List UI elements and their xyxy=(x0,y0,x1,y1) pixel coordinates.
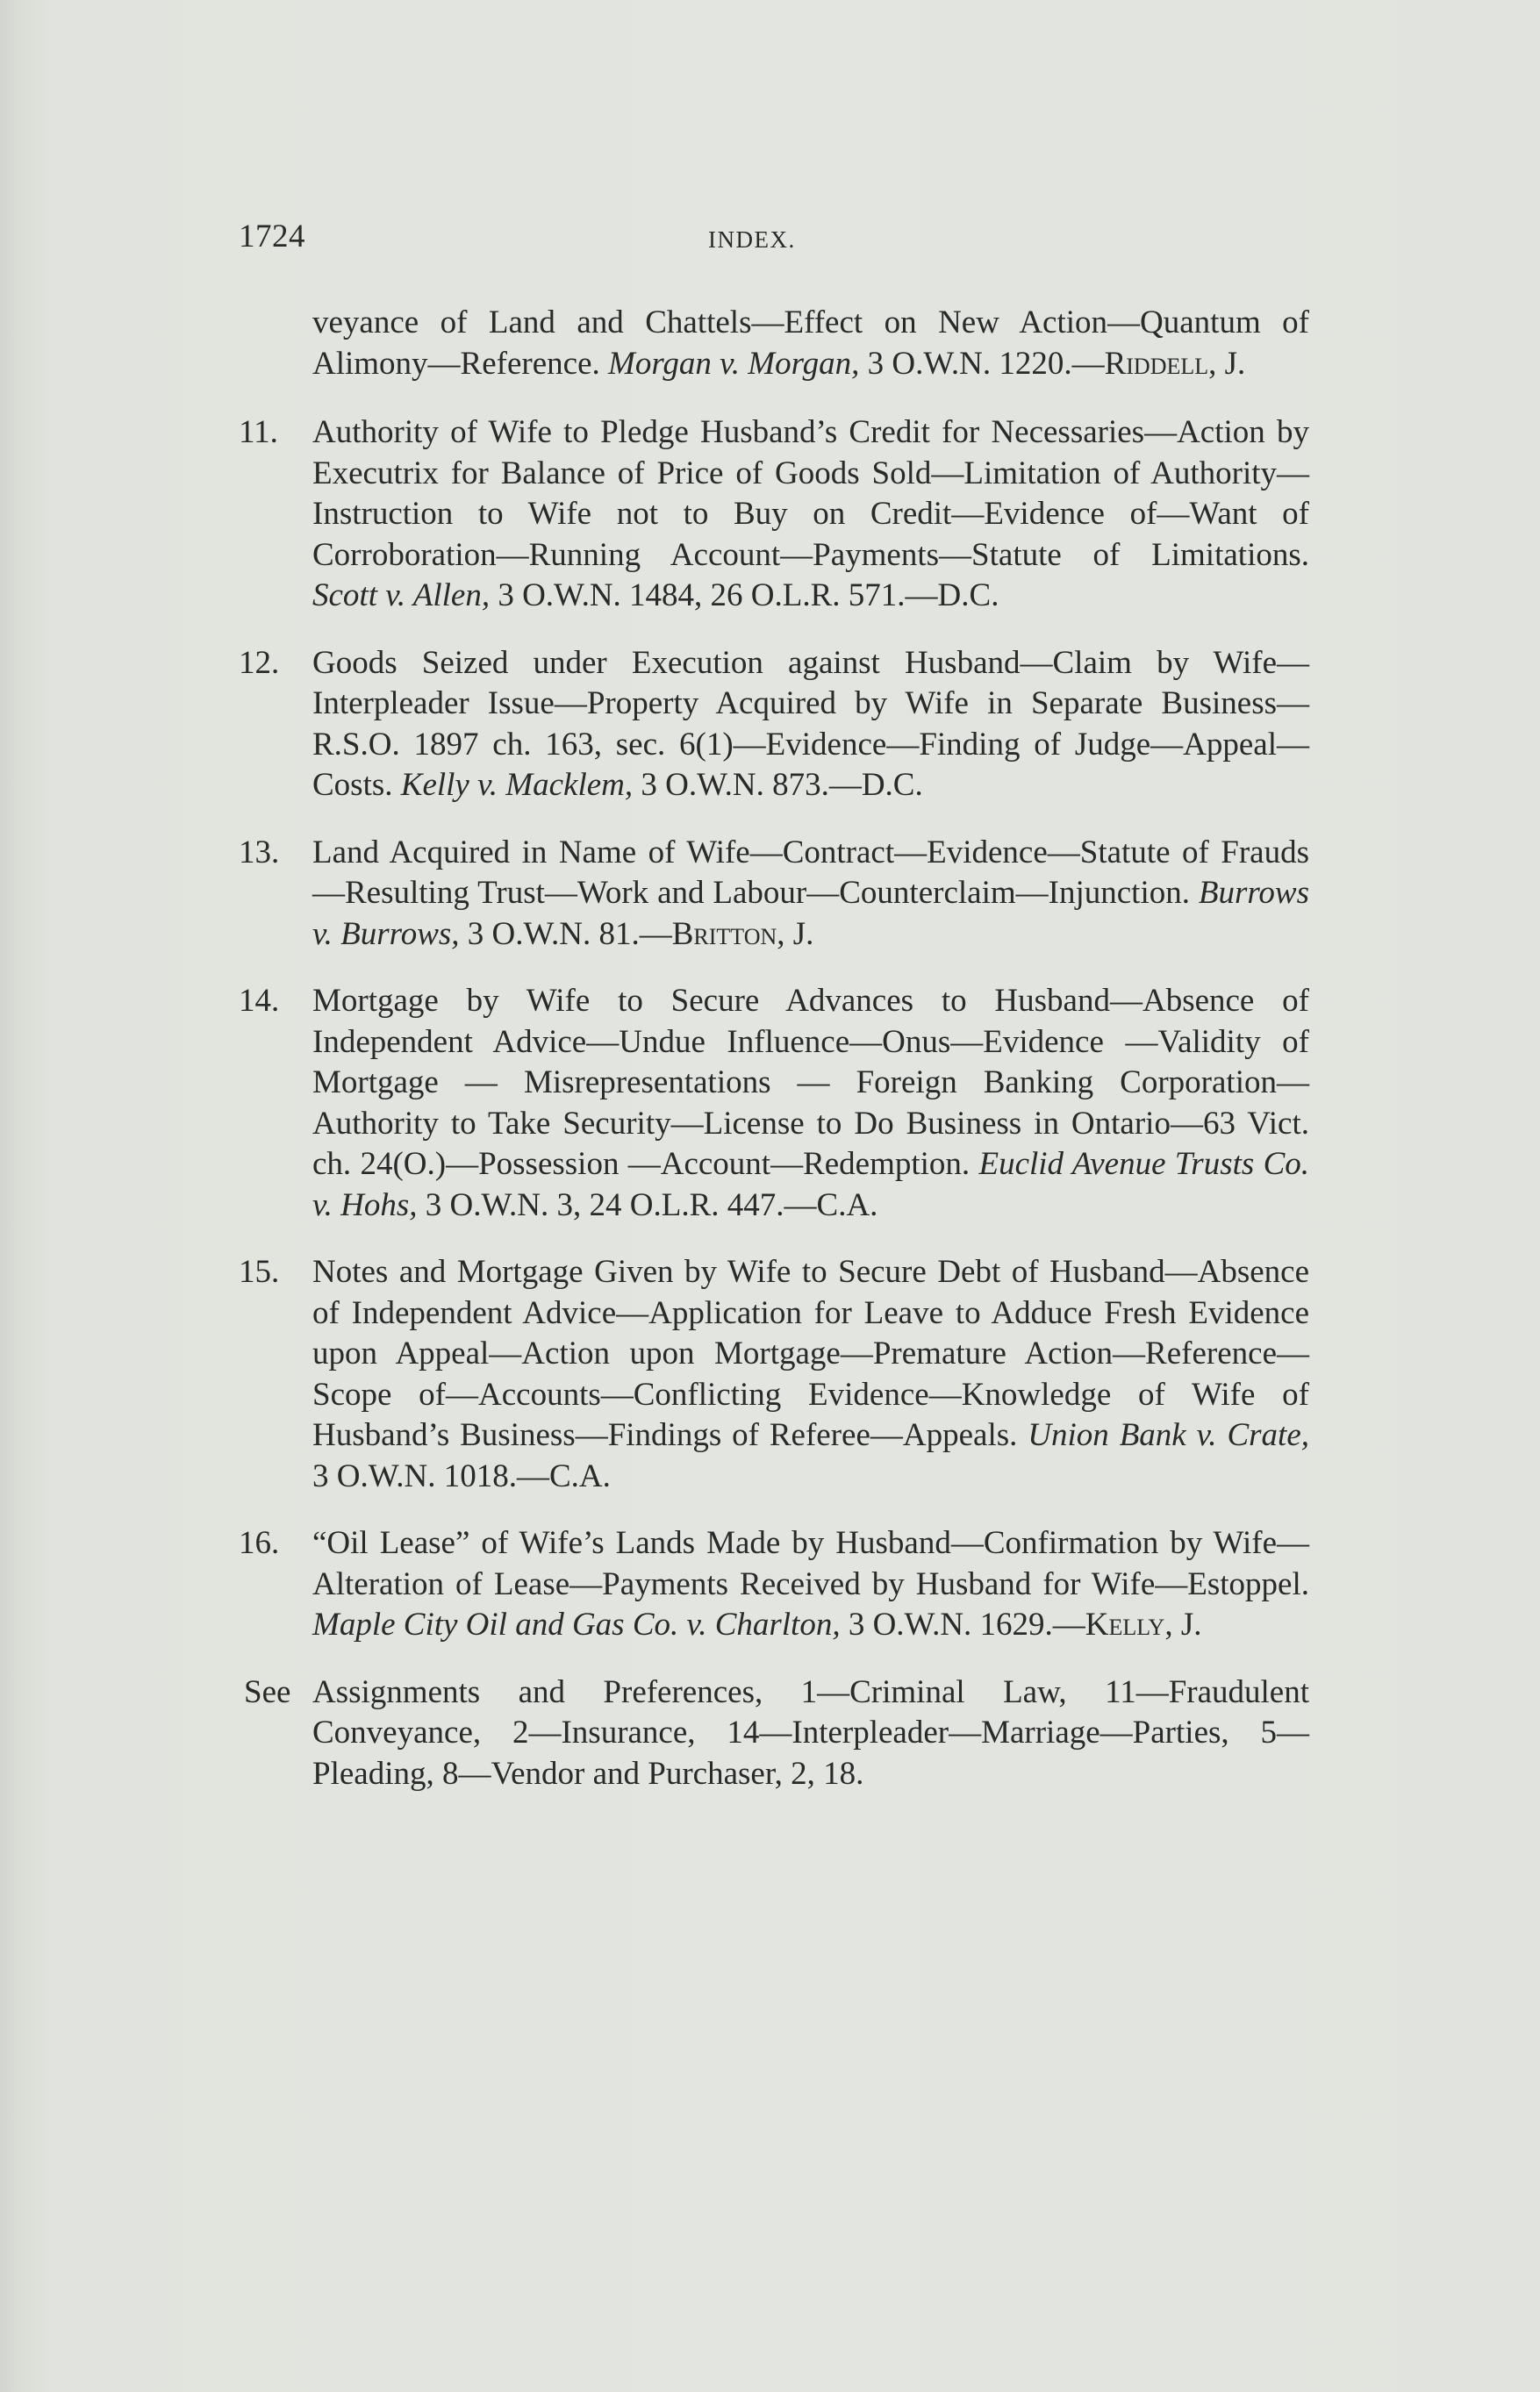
see-label: See xyxy=(244,1673,291,1710)
index-entry-11 xyxy=(239,412,1309,617)
judge-name: Riddell, xyxy=(1104,345,1217,382)
entry-number: 12. xyxy=(239,644,280,681)
continued-entry xyxy=(239,303,1309,384)
case-name: Maple City Oil and Gas Co. v. Charlton, xyxy=(312,1607,841,1643)
index-content xyxy=(239,303,1309,1821)
running-head: INDEX. xyxy=(708,226,796,253)
entry-number: 11. xyxy=(239,414,278,450)
entry-number: 15. xyxy=(239,1254,280,1290)
entry-number: 13. xyxy=(239,834,280,870)
page-header xyxy=(239,218,1309,270)
judge-suffix: J. xyxy=(784,915,814,952)
case-citation: 3 O.W.N. 81.— xyxy=(459,915,672,952)
entry-text: Goods Seized under Execution against Husband—Claim by Wife—Interpleader Issue—Property Acquired by Wife in Separate Business—R.S.O. 1897 ch. 163, sec. 6(1)—Evidence—Finding of Judge—Appeal—Costs. xyxy=(312,644,1309,803)
case-citation: 3 O.W.N. 873.—D.C. xyxy=(633,767,923,803)
judge-suffix: J. xyxy=(1172,1607,1202,1643)
case-name: Morgan v. Morgan, xyxy=(608,345,860,382)
case-citation: 3 O.W.N. 1484, 26 O.L.R. 571.—D.C. xyxy=(490,577,999,613)
case-citation: 3 O.W.N. 1220.— xyxy=(859,345,1105,382)
index-entry-15 xyxy=(239,1252,1309,1497)
judge-suffix: J. xyxy=(1216,345,1246,382)
index-entry-13 xyxy=(239,833,1309,956)
case-name: Kelly v. Macklem, xyxy=(400,767,634,803)
entry-text: Authority of Wife to Pledge Husband’s Credit for Necessaries—Action by Executrix for Balance of Price of Goods Sold—Limitation of Authority—Instruction to Wife not to Buy on Credit—Evidence of—Want of Corroboration—Running Account—Payments—Statute of Limitations. xyxy=(312,414,1309,573)
case-citation: 3 O.W.N. 1018.—C.A. xyxy=(312,1457,611,1494)
index-entry-14 xyxy=(239,981,1309,1226)
entry-text: Land Acquired in Name of Wife—Contract—Evidence—Statute of Frauds—Resulting Trust—Work and Labour—Counterclaim—Injunction. xyxy=(312,834,1309,911)
case-name: Scott v. Allen, xyxy=(312,577,491,613)
index-entry-16 xyxy=(239,1523,1309,1646)
entry-number: 14. xyxy=(239,983,280,1019)
judge-name: Britton, xyxy=(671,915,785,952)
entry-number: 16. xyxy=(239,1525,280,1561)
entry-text: “Oil Lease” of Wife’s Lands Made by Husband—Confirmation by Wife—Alteration of Lease—Payments Received by Husband for Wife—Estoppel. xyxy=(312,1525,1309,1602)
case-name: Euclid Avenue Trusts Co. v. Hohs, xyxy=(312,1146,1309,1223)
case-name: Burrows v. Burrows, xyxy=(312,875,1309,952)
case-name: Union Bank v. Crate, xyxy=(1028,1417,1309,1453)
case-citation: 3 O.W.N. 3, 24 O.L.R. 447.—C.A. xyxy=(417,1186,878,1223)
see-also-entry xyxy=(239,1672,1309,1795)
entry-text: Notes and Mortgage Given by Wife to Secure Debt of Husband—Absence of Independent Advice—Application for Leave to Adduce Fresh Evidence upon Appeal—Action upon Mortgage—Premature Action—Reference—Scope of—Accounts—Conflicting Evidence—Knowledge of Wife of Husband’s Business—Findings of Referee—Appeals. xyxy=(312,1254,1309,1453)
entry-text: Mortgage by Wife to Secure Advances to Husband—Absence of Independent Advice—Undue Influence—Onus—Evidence —Validity of Mortgage — Misrepresentations — Foreign Banking Corporation—Authority to Take Security—License to Do Business in Ontario—63 Vict. ch. 24(O.)—Possession —Account—Redemption. xyxy=(312,983,1309,1182)
page-number: 1724 xyxy=(239,218,305,254)
judge-name: Kelly, xyxy=(1085,1607,1173,1643)
see-also-text: Assignments and Preferences, 1—Criminal Law, 11—Fraudulent Conveyance, 2—Insurance, 14—Interpleader—Marriage—Parties, 5—Pleading, 8—Vendor and Purchaser, 2, 18. xyxy=(312,1673,1309,1792)
index-entry-12 xyxy=(239,643,1309,806)
case-citation: 3 O.W.N. 1629.— xyxy=(840,1607,1085,1643)
entry-text: veyance of Land and Chattels—Effect on New Action—Quantum of Alimony—Reference. xyxy=(312,304,1309,382)
